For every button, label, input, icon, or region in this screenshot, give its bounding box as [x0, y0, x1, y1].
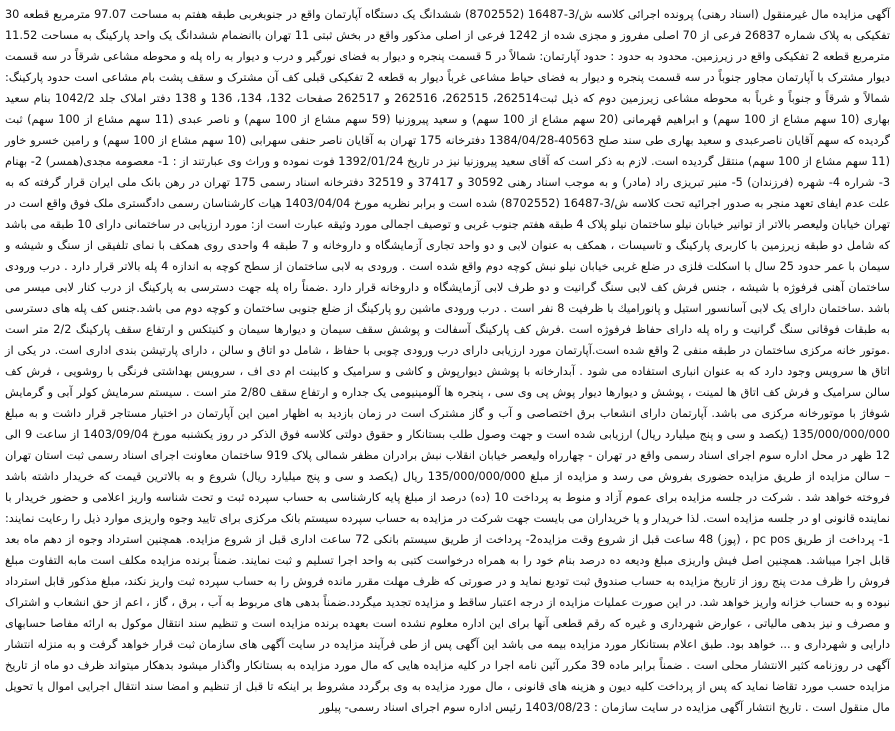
- notice-body-text: آگهی مزایده مال غیرمنقول (اسناد رهنی) پرونده اجرائی کلاسه ش/3-16487 (8702552) ششدانگ یک دستگاه آپارتمان واقع در جنوبغربی طبقه هفتم به مساحت 97.07 مترمربع قطعه 30 تفکیکی به پلاک شماره 26837 فرعی از 70 اصلی مفروز و مجزی شده از 1242 فرعی از اصلی مذکور واقع در بخش ثبتی 11 تهران باانضمام ششدانگ یک واحد پارکینگ به مساحت 11.52 مترمربع قطعه 2 تفکیکی واقع در زیرزمین. محدود به حدود : حدود آپارتمان: شمالاً در 5 قسمت پنجره و دیوار به فضای نورگیر و درب و دیوار به راه پله و محوطه مشاعی شرقاً در سه قسمت دیوار مشترک با آپارتمان مجاور جنوباً در سه قسمت پنجره و دیوار به فضای حیاط مشاعی غرباً دیوار به قطعه 2 تفکیکی قبلی کف آن مشترک و سقف پشت بام مشاعی است حدود پارکینگ: شمالاً و شرقاً و جنوباً و غرباً به محوطه مشاعی زیرزمین دوم که ذیل ثبت262514، 262515، 262516 و 262517 صفحات 132، 134، 136 و 138 دفتر املاک جلد 1042/2 بنام سعید بهاری (10 سهم مشاع از 100 سهم) و ابراهیم قهرمانی (20 سهم مشاع از 100 سهم) و سعید پیروزنیا (59 سهم مشاع از 100 سهم) و ناصر عبدی (11 سهم مشاع از 100 سهم) ثبت گردیده که سهم آقایان ناصرعبدی و سعید بهاری طی سند صلح 40563-1384/04/28 دفترخانه 175 تهران به آقایان ناصر حنفی سهرابی (10 سهم مشاع از 100 سهم) و رامین خسرو خاور (11 سهم مشاع از 100 سهم) منتقل گردیده است. لازم به ذکر است که آقای سعید پیروزنیا نیز در تاریخ 1392/01/24 فوت نموده و وراث وی عبارتند از : 1- معصومه مجدی(همسر) 2- بهنام 3- شراره 4- شهره (فرزندان) 5- منیر تبریزی راد (مادر) و به موجب اسناد رهنی 30592 و 37417 و 32519 دفترخانه اسناد رسمی 175 تهران در رهن بانک ملی ایران قرار گرفته که به علت عدم ایفای تعهد منجر به صدور اجرائیه تحت کلاسه ش/3-16487 (8702552) شده است و برابر نظریه مورخ 1403/04/04 هیات کارشناسان رسمی دادگستری ملک فوق واقع است در تهران خیابان ولیعصر بالاتر از توانیر خیابان نیلو ساختمان نیلو پلاک 4 طبقه هفتم جنوب غربی و توصیف اجمالی مورد وثیقه عبارت است از: مورد ارزیابی در ساختمانی دارای 10 طبقه می باشد که شامل دو طبقه زیرزمین با کاربری پارکینگ و تاسیسات ، همکف به عنوان لابی و دو واحد تجاری آزمایشگاه و داروخانه و 7 طبقه 4 واحدی روی همکف با نمای تلفیقی از سنگ و شیشه و سیمان با عمر حدود 25 سال با اسکلت فلزی در ضلع غربی خیابان نیلو نبش کوچه دوم واقع شده است . ورودی به لابی ساختمان از سطح کوچه به اندازه 4 پله بالاتر قرار دارد . درب ورودی ساختمان آهنی فرفوژه با شیشه ، جنس فرش کف لابی سنگ گرانیت و دو طرف لابی آزمایشگاه و داروخانه قرار دارد .ضمناً راه پله جهت دسترسی به پارکینگ از درب کنار لابی میسر می باشد .ساختمان دارای یک لابی آسانسور استیل و پانوراميك با ظرفیت 8 نفر است . درب ورودی ماشین رو پارکینگ از ضلع جنوبی ساختمان و کوچه دوم می باشد.جنس کف پله های دسترسی به طبقات فوقانی سنگ گرانیت و راه پله دارای حفاظ فرفوژه است .فرش کف پارکینگ آسفالت و پوشش سقف سیمان و دیوارها سیمان و کنیتکس و ارتفاع سقف پارکینگ 2/2 متر است .موتور خانه مرکزی ساختمان در طبقه منفی 2 واقع شده است.آپارتمان مورد ارزیابی دارای درب ورودی چوبی با حفاظ ، شامل دو اتاق و سالن ، دارای پارتیشن بندی اداری است. در یکی از اتاق ها سرویس وجود دارد که به عنوان انباری استفاده می شود . آبدارخانه با پوشش دیوارپوش و کاشی و سرامیک و کابینت ام دی اف ، سرویس بهداشتی فرنگی با روشویی ، فرش کف سالن سرامیک و فرش کف اتاق ها لمینت ، پوشش و دیوارها دیوار پوش پی وی سی ، پنجره ها آلومینیومی یک جداره و ارتفاع سقف 2/80 متر است . سیستم سرمایش کولر آبی و گرمایش شوفاژ با موتورخانه مرکزی می باشد. آپارتمان دارای انشعاب برق اختصاصی و آب و گاز مشترک است در زمان بازدید به اظهار امین این آپارتمان در اختیار مستاجر قرار داشت و به مبلغ 135/000/000/000 (یکصد و سی و پنج میلیارد ریال) ارزیابی شده است و جهت وصول طلب بستانکار و حقوق دولتی کلاسه فوق الذکر در روز یکشنبه مورخ 1403/09/04 از ساعت 9 الی 12 ظهر در محل اداره سوم اجرای اسناد رسمی واقع در تهران - چهارراه ولیعصر خیابان انقلاب نبش برادران مظفر شمالی پلاک 919 ساختمان معاونت اجرای اسناد رسمی ثبت استان تهران – سالن مزایده از طریق مزایده حضوری بفروش می رسد و مزایده از مبلغ 135/000/000/000 ریال (یکصد و سی و پنج میلیارد ریال) شروع و به بالاترین قیمت که خریدار داشته باشد فروخته خواهد شد . شرکت در جلسه مزایده برای عموم آزاد و منوط به پرداخت 10 (ده) درصد از مبلغ پایه کارشناسی به حساب سپرده ثبت و تحت شناسه واریز اعلامی و حضور خریدار با نماینده قانونی او در جلسه مزایده است. لذا خریدار و یا خریداران می بایست جهت شرکت در مزایده به حساب سپرده سیستم بانک مرکزی برای تایید وجوه واریزی موارد ذیل را رعایت نمایند: 1- پرداخت از طریق pc pos ، (پوز) 48 ساعت قبل از شروع وقت مزایده2- پرداخت از طریق سیستم بانکی 72 ساعت اداری قبل از شروع مزایده. همچنین استرداد وجوه از دهم ماه بعد قابل اجرا میباشد. همچنین اصل فیش واریزی مبلغ ودیعه ده درصد بنام خود را به همراه درخواست کتبی به واحد اجرا تسلیم و ثبت نمایند. ضمناً برنده مزایده مکلف است مابه التفاوت مبلغ فروش را ظرف مدت پنج روز از تاریخ مزایده به حساب صندوق ثبت تودیع نماید و در صورتی که ظرف مهلت مقرر مانده فروش را به حساب سپرده ثبت واریز نکند، مبلغ مذکور قابل استرداد نبوده و به حساب خزانه واریز خواهد شد. در این صورت عملیات مزایده از درجه اعتبار ساقط و مزایده تجدید میگردد.ضمناً بدهی های مربوط به آب ، برق ، گاز ، اعم از حق انشعاب و اشتراک و مصرف و نیز بدهی مالیاتی ، عوارض شهرداری و غیره که رقم قطعی آنها برای این اداره معلوم نشده است بعهده برنده مزایده است و تنظیم سند انتقال موکول به ارائه مفاصا حسابهای دارایی و شهرداری و ... خواهد بود. طبق اعلام بستانکار مورد مزایده بیمه می باشد این آگهی پس از طی فرآیند مزایده در سایت آگهی های سازمان ثبت قرار خواهد گرفت و به منزله انتشار آگهی در روزنامه کثیر الانتشار محلی است . ضمناً برابر ماده 39 مکرر آئین نامه اجرا در کلیه مزایده هایی که مال مورد مزایده به بستانکار واگذار میشود بدهکار میتواند ظرف دو ماه از تاریخ مزایده حسب مورد تقاضا نماید که پس از پرداخت کلیه دیون و هزینه های قانونی ، مال مورد مزایده به وی برگردد مشروط بر اینکه تا قبل از تنظیم و امضا سند انتقال اجرایی اموال یا تحویل مال منقول است . تاریخ انتشار آگهی مزایده در سایت سازمان : 1403/08/23 رئیس اداره سوم اجرای اسناد رسمی- پیلور: [5, 8, 891, 714]
